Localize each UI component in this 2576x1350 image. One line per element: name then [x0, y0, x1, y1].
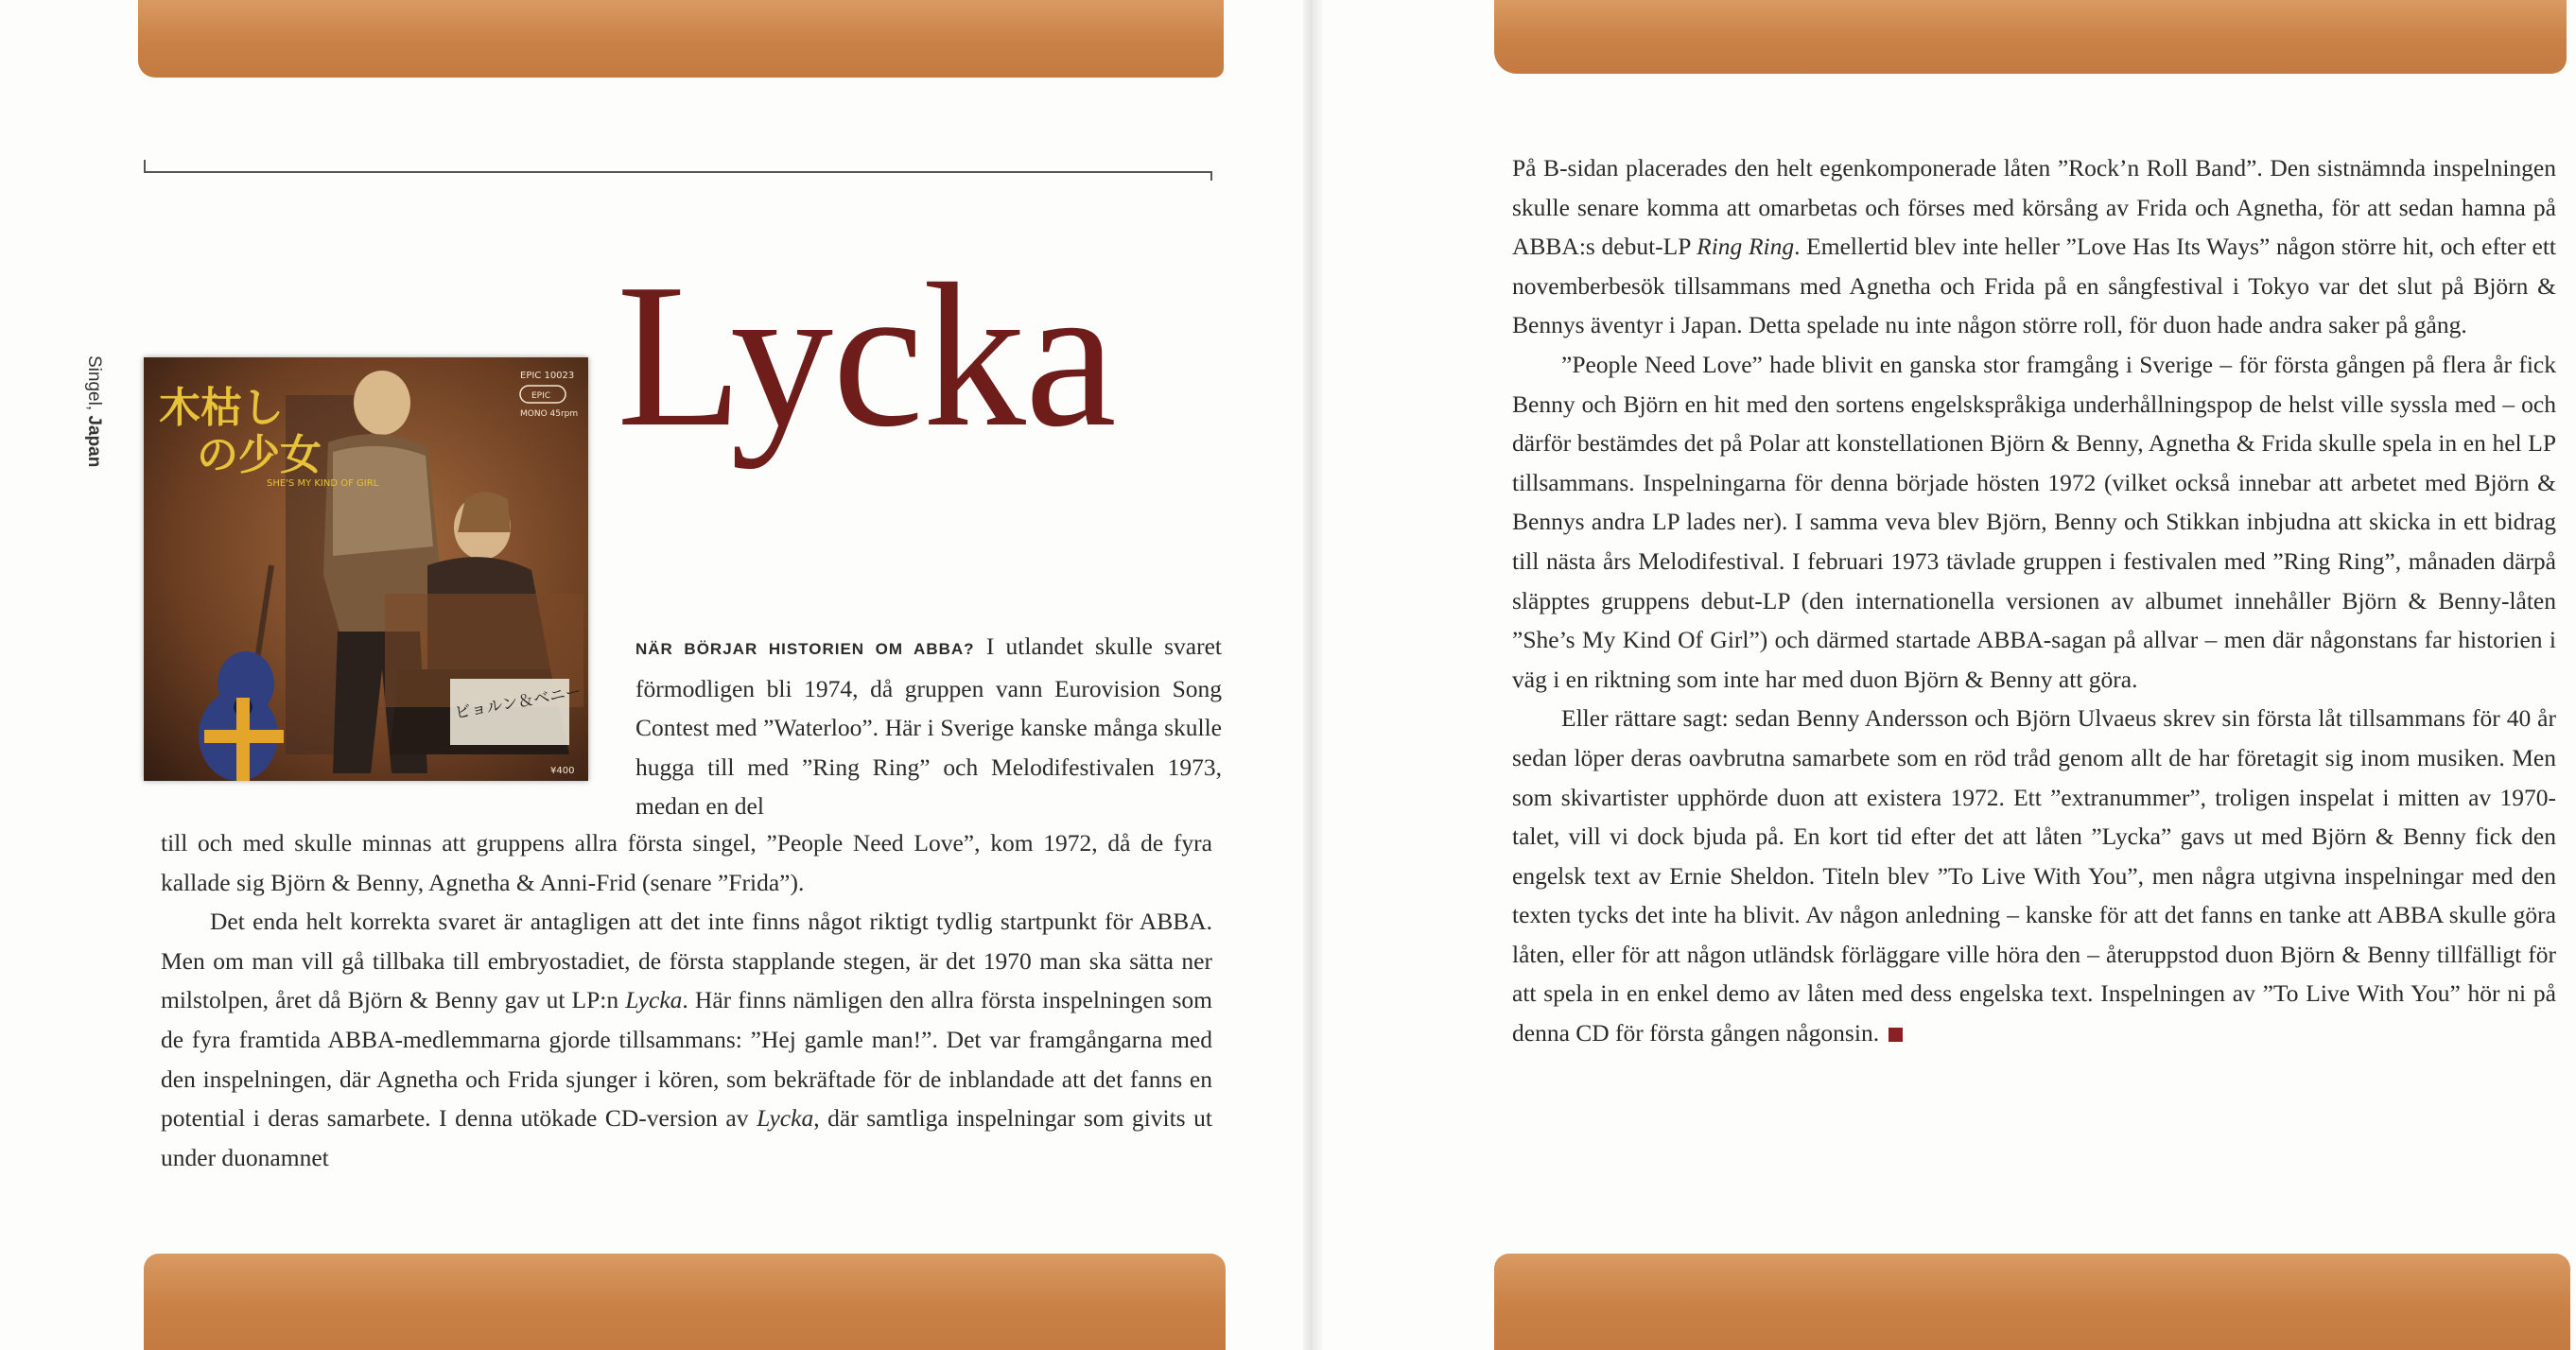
caption-country: Japan	[84, 415, 104, 468]
right-p1-part-a: På B-sidan placerades den helt egenkomponerade låten ”Rock’n Roll Band”. Den sistnämnda inspelningen skulle senare komma att omarbetas och förses med körsång av Frida och Agnetha, för att sedan hamna på ABBA:s debut-LP	[1512, 154, 2556, 261]
left-p2-part-c: , där samtliga inspelningar som givits ut under duonamnet	[161, 1104, 1212, 1171]
cover-artwork	[144, 357, 588, 781]
left-p2-part-a: Det enda helt korrekta svaret är antagligen att det inte finns något riktigt tydlig startpunkt för ABBA. Men om man vill gå tillbaka till embryostadiet, de första stapplande stegen, är det 1970 man ska sätta ner milstolpen, året då Björn & Benny gav ut LP:n	[161, 908, 1212, 1014]
album-title: Lycka	[625, 986, 683, 1014]
end-mark-icon	[1888, 1028, 1903, 1042]
cover-label: EPIC	[531, 391, 551, 401]
left-p2-part-b: . Här finns nämligen den allra första inspelningen som de fyra framtida ABBA-medlemmarna gjorde tillsammans: ”Hej gamle man!”. Det var framgångarna med den inspelningen, där Agnetha och Frida sjunger i kören, som bekräftade för de inblandade att det fanns en potential i deras samarbete. I denna utökade CD-version av	[161, 986, 1212, 1133]
cover-subtitle: SHE'S MY KIND OF GIRL	[267, 478, 379, 489]
bottom-right-band	[1494, 1254, 2570, 1350]
intro-paragraph	[635, 627, 1222, 826]
left-body-text	[161, 823, 1212, 1177]
cover-title-line1: 木枯し	[159, 384, 284, 432]
header-rule	[144, 171, 1212, 173]
cover-title-line2: の少女	[197, 431, 322, 479]
bottom-left-band	[144, 1254, 1226, 1350]
right-paragraph-3	[1512, 699, 2556, 1052]
cover-catalog: EPIC 10023	[520, 371, 575, 381]
right-p1-part-b: . Emellertid blev inte heller ”Love Has Its Ways” någon större hit, och efter ett novemberbesök tillsammans med Agnetha och Frida på en sångfestival i Tokyo var det slut på Björn & Bennys äventyr i Japan. Detta spelade nu inte någon större roll, för duon hade andra saker på gång.	[1512, 233, 2556, 339]
single-cover-image	[144, 357, 588, 781]
caption-type: Singel,	[84, 355, 104, 411]
right-p3-text: Eller rättare sagt: sedan Benny Andersson och Björn Ulvaeus skrev sin första låt tillsammans för 40 år sedan löper deras oavbrutna samarbete som en röd tråd genom allt de har företagit sig inom musiken. Men som skivartister upphörde duon att existera 1972. Ett ”extranummer”, troligen inspelat i mitten av 1970-talet, vill vi dock bjuda på. En kort tid efter det att låten ”Lycka” gavs ut med Björn & Benny fick den engelsk text av Ernie Sheldon. Titeln blev ”To Live With You”, men några utgivna inspelningar med den texten tycks det inte ha blivit. Av någon anledning – kanske för att det fanns en tanke att ABBA skulle göra låten, eller för att någon utländsk förläggare ville höra den – återuppstod duon Björn & Benny tillfälligt för att spela in en enkel demo av låten med dess engelska text. Inspelningen av ”To Live With You” hör ni på denna CD för första gången någonsin.	[1512, 704, 2556, 1047]
cover-format: MONO 45rpm	[520, 409, 579, 419]
left-paragraph-1-rest: till och med skulle minnas att gruppens allra första singel, ”People Need Love”, kom 1972, då de fyra kallade sig Björn & Benny, Agnetha & Anni-Frid (senare ”Frida”).	[161, 829, 1212, 896]
intro-text: I utlandet skulle svaret förmodligen bli 1974, då gruppen vann Eurovision Song Contest med ”Waterloo”. Här i Sverige kanske många skulle hugga till med ”Ring Ring” och Melodifestivalen 1973, medan en del	[635, 632, 1223, 821]
left-paragraph-2	[161, 902, 1212, 1177]
right-paragraph-1	[1512, 148, 2556, 345]
cover-caption	[76, 355, 104, 507]
lead-in: NÄR BÖRJAR HISTORIEN OM ABBA?	[635, 640, 975, 658]
page-title: Lycka	[617, 242, 1116, 470]
right-paragraph-2: ”People Need Love” hade blivit en ganska stor framgång i Sverige – för första gången på flera år fick Benny och Björn en hit med den sortens engelskspråkiga underhållningspop de helst ville syssla med – och därför bestämdes det på Polar att konstellationen Björn & Benny, Agnetha & Frida skulle spela in en hel LP tillsammans. Inspelningarna för denna började hösten 1972 (vilket också innebar att arbetet med Björn & Bennys andra LP lades ner). I samma veva blev Björn, Benny och Stikkan inbjudna att skicka in ett bidrag till nästa års Melodifestival. I februari 1973 tävlade gruppen i festivalen med ”Ring Ring”, månaden därpå släpptes gruppens debut-LP (den internationella versionen av albumet innehåller Björn & Benny-låten ”She’s My Kind Of Girl”) och därmed startade ABBA-sagan på allvar – men där någonstans far historien i väg i en riktning som inte har med duon Björn & Benny att göra.	[1512, 350, 2556, 693]
top-right-band	[1494, 0, 2567, 74]
album-title: Ring Ring	[1697, 233, 1795, 261]
top-left-band	[138, 0, 1224, 78]
album-title: Lycka	[757, 1104, 814, 1133]
cover-price: ¥400	[550, 766, 575, 776]
page-gutter	[1303, 0, 1322, 1350]
cover-artist: ビョルン＆ベニー	[453, 682, 583, 723]
right-body-text	[1512, 148, 2556, 1053]
